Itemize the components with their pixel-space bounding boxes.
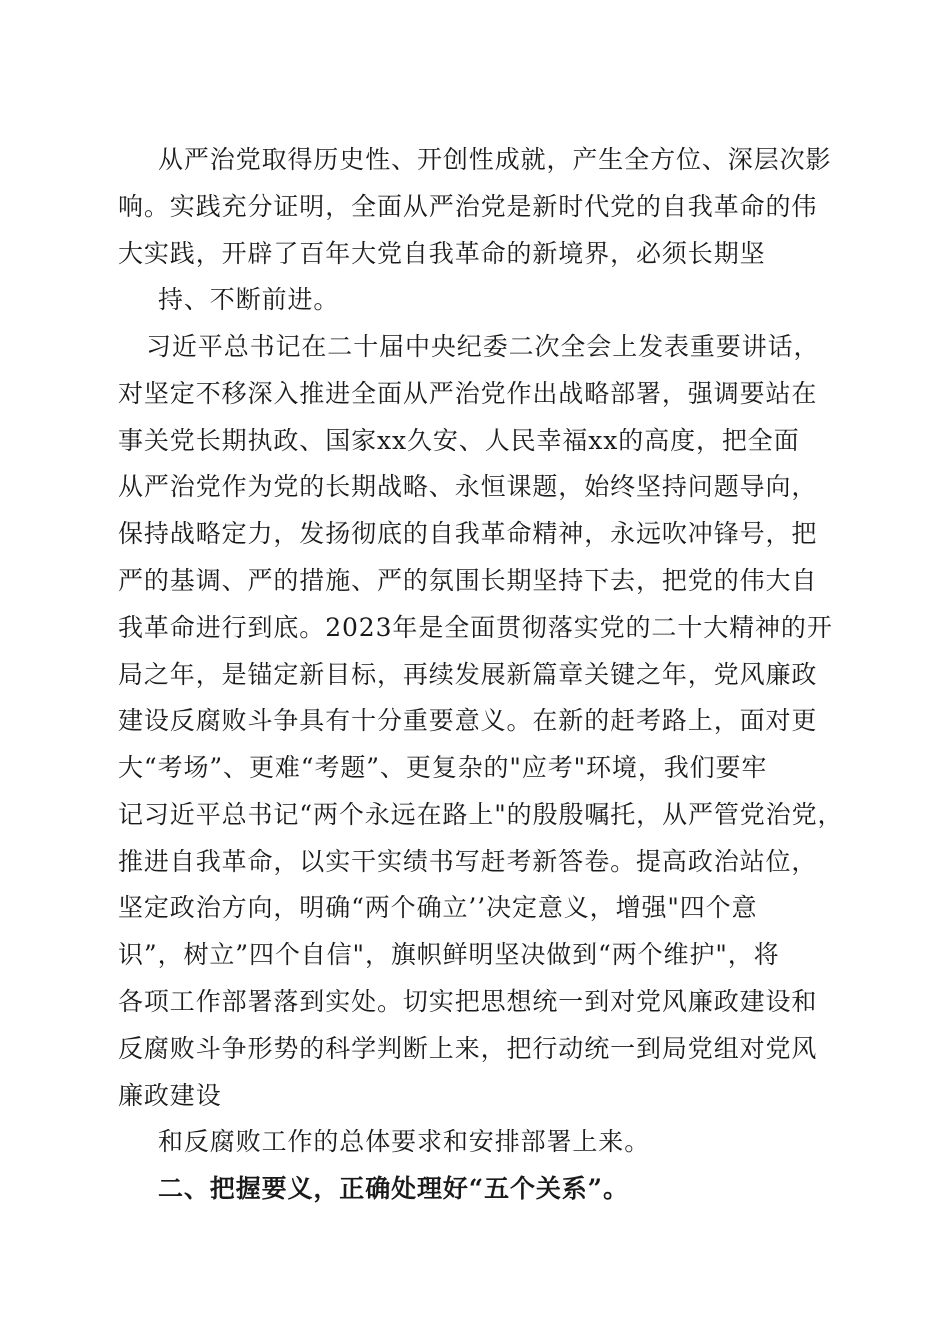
text-line: 各项工作部署落到实处。切实把思想统一到对党风廉政建设和 (118, 987, 818, 1016)
text-line: 对坚定不移深入推进全面从严治党作出战略部署，强调要站在 (118, 379, 818, 408)
text-line: 建设反腐败斗争具有十分重要意义。在新的赶考路上，面对更 (118, 706, 818, 735)
text-line: 从严治党取得历史性、开创性成就，产生全方位、深层次影 (158, 145, 832, 174)
text-line: 从严治党作为党的长期战略、永恒课题，始终坚持问题导向， (118, 472, 818, 501)
text-line: 保持战略定力，发扬彻底的自我革命精神，永远吹冲锋号，把 (118, 519, 818, 548)
text-line: 持、不断前进。 (158, 285, 340, 314)
text-line: 坚定政治方向，明确“两个确立’’决定意义，增强"四个意 (118, 893, 758, 922)
section-heading: 二、把握要义，正确处理好“五个关系”。 (158, 1174, 629, 1203)
text-line: 严的基调、严的措施、严的氛围长期坚持下去，把党的伟大自 (118, 566, 818, 595)
text-line: 廉政建设 (118, 1081, 222, 1110)
text-line: 反腐败斗争形势的科学判断上来，把行动统一到局党组对党风 (118, 1034, 818, 1063)
text-line: 大“考场”、更难“考题”、更复杂的"应考"环境，我们要牢 (118, 753, 768, 782)
text-line: 我革命进行到底。2023年是全面贯彻落实党的二十大精神的开 (118, 613, 833, 642)
text-line: 响。实践充分证明，全面从严治党是新时代党的自我革命的伟 (118, 192, 818, 221)
text-line: 习近平总书记在二十届中央纪委二次全会上发表重要讲话， (146, 332, 820, 361)
text-line: 大实践，开辟了百年大党自我革命的新境界，必须长期坚 (118, 239, 766, 268)
text-line: 局之年，是锚定新目标，再续发展新篇章关键之年，党风廉政 (118, 660, 818, 689)
text-line: 识”，树立”四个自信"，旗帜鲜明坚决做到“两个维护"，将 (118, 940, 780, 969)
text-line: 记习近平总书记“两个永远在路上"的殷殷嘱托，从严管党治党， (118, 800, 844, 829)
text-line: 和反腐败工作的总体要求和安排部署上来。 (158, 1127, 651, 1156)
text-line: 推进自我革命，以实干实绩书写赶考新答卷。提高政治站位， (118, 847, 818, 876)
text-line: 事关党长期执政、国家xx久安、人民幸福xx的高度，把全面 (118, 426, 800, 455)
